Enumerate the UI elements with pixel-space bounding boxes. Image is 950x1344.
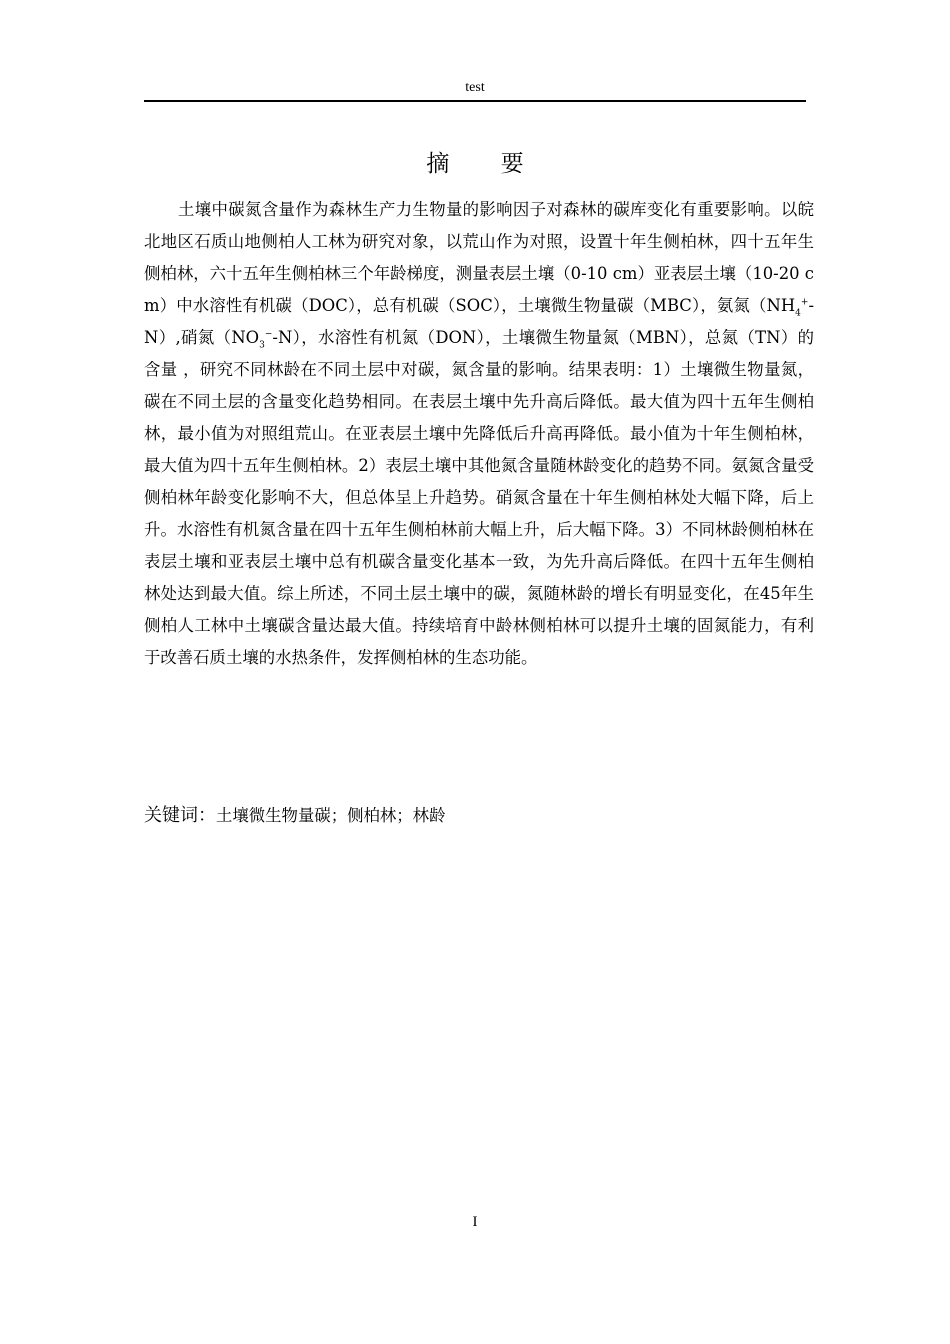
abstract-text-part1: 土壤中碳氮含量作为森林生产力生物量的影响因子对森林的碳库变化有重要影响。以皖北地区石质山地侧柏人工林为研究对象，以荒山作为对照，设置十年生侧柏林，四十五年生侧柏林，六十五年生侧柏林三个年龄梯度，测量表层土壤（0-10 cm）亚表层土壤（10-20 cm）中水溶性有机碳（DOC），总有机碳（SOC），土壤微生物量碳（MBC），氨氮（NH [144, 200, 814, 315]
abstract-text-part3: -N），水溶性有机氮（DON），土壤微生物量氮（MBN），总氮（TN）的含量 ，研究不同林龄在不同土层中对碳，氮含量的影响。结果表明：1）土壤微生物量氮，碳在不同土层的含量变化趋势相同。在表层土壤中先升高后降低。最大值为四十五年生侧柏林，最小值为对照组荒山。在亚表层土壤中先降低后升高再降低。最小值为十年生侧柏林，最大值为四十五年生侧柏林。2）表层土壤中其他氮含量随林龄变化的趋势不同。氨氮含量受侧柏林年龄变化影响不大，但总体呈上升趋势。硝氮含量在十年生侧柏林处大幅下降，后上升。水溶性有机氮含量在四十五年生侧柏林前大幅上升，后大幅下降。3）不同林龄侧柏林在表层土壤和亚表层土壤中总有机碳含量变化基本一致，为先升高后降低。在四十五年生侧柏林处达到最大值。综上所述，不同土层土壤中的碳，氮随林龄的增长有明显变化，在45年生侧柏人工林中土壤碳含量达最大值。持续培育中龄林侧柏林可以提升土壤的固氮能力，有利于改善石质土壤的水热条件，发挥侧柏林的生态功能。 [144, 328, 814, 667]
keywords-values: 土壤微生物量碳；侧柏林；林龄 [216, 806, 446, 825]
subscript-nitrate: 3 [259, 340, 265, 351]
header-text: test [465, 80, 485, 95]
keywords-line [144, 800, 806, 832]
abstract-title: 摘 要 [426, 151, 546, 177]
superscript-nitrate: − [264, 329, 273, 340]
subscript-ammonium: 4 [795, 308, 801, 319]
header-rule [144, 100, 806, 102]
superscript-ammonium: + [800, 297, 809, 308]
page-header [144, 78, 806, 100]
keywords-label: 关键词： [144, 805, 216, 826]
abstract-body [144, 194, 814, 674]
abstract-text-part2: -N）,硝氮（NO [144, 296, 814, 347]
page-number: I [472, 1214, 478, 1230]
